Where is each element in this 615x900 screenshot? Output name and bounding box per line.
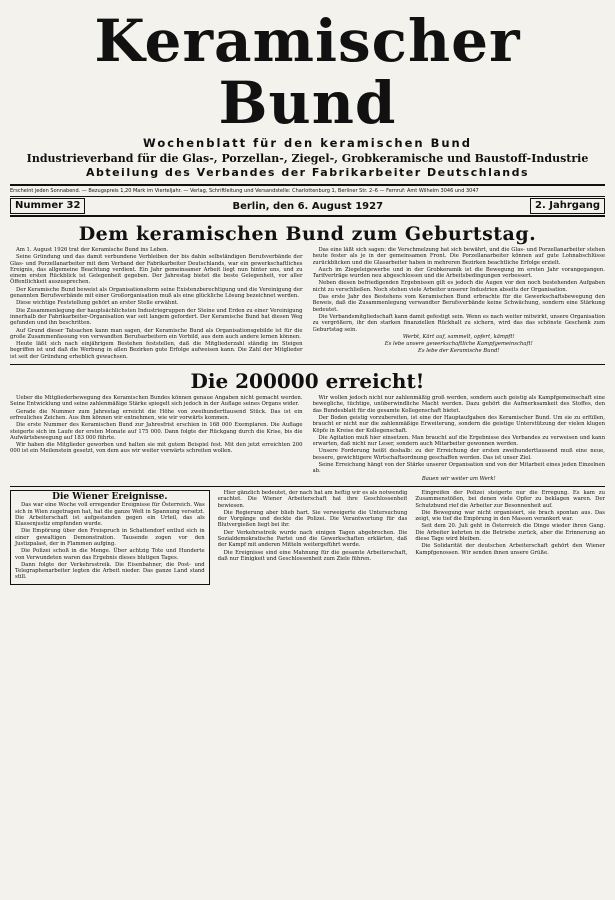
paragraph: Der Verkehrsstreik wurde nach einigen Tagen abgebrochen. Die Sozialdemokratische Partei und die Gewerkschaften erklärten, daß der Kampf mit anderen Mitteln weitergeführt werde. [217,529,408,549]
paragraph: Eingreifen der Polizei steigerte nur die Erregung. Es kam zu Zusammenstößen, bei denen viele Opfer zu beklagen waren. Der Schutzbund rief die Arbeiter zur Besonnenheit auf. [415,489,606,509]
masthead-title: Keramischer Bund [94,7,521,137]
paragraph: Der Keramische Bund beweist als Organisationsform seine Existenzberechtigung und die Vereinigung der genannten Berufsverbände mit einer Großorganisation muß als eine glückliche Lösung bezeichnet werden. [10,286,303,300]
paragraph: Wir wollen jedoch nicht nur zahlenmäßig groß werden, sondern auch geistig als Kampfgemeinschaft eine bewegliche, tüchtige, unüberwindliche Macht werden. Dazu gehört die Aufmerksamkeit des Stoffes, den das Bundesblatt für die gesamte Kollegenschaft bietet. [312,395,605,414]
paragraph: Hier gänzlich bedeutet, der nach hat am heftig wir es als notwendig erachtet. Die Wiener Arbeiterschaft hat ihre Geschlossenheit bewiesen. [217,489,408,509]
paragraph: Das eine läßt sich sagen: die Verschmelzung hat sich bewährt, und die Glas- und Porzellanarbeiter stehen heute fester als je in der gemeinsamen Front. Die Porzellanarbeiter können auf gute Lohnabschlüsse zurückblicken und die Glasarbeiter haben in mehreren Bezirken beachtliche Erfolge erzielt. [312,247,605,266]
slogan: Es lebe der Keramische Bund! [417,348,500,355]
paragraph: Die Regierung aber blieb hart. Sie verweigerte die Untersuchung der Vorgänge und deckte die Polizei. Die Verantwortung für das Blutvergießen liegt bei ihr. [217,509,408,529]
masthead-subtitle: Wochenblatt für den keramischen Bund [143,136,472,150]
paragraph: Heute läßt sich nach einjährigem Bestehen feststellen, daß die Mitgliederzahl ständig im Steigen begriffen ist und daß die Werbung in allen Bezirken gute Erfolge aufweisen kann. Die Zahl der Mitglieder ist seit der Gründung erheblich gewachsen. [10,341,303,360]
paragraph: Wir haben die Mitglieder geworben und halten sie mit gutem Beispiel fest. Mit den jetzt erreichten 200 000 ist ein Meilenstein gesetzt, von dem aus wir weiter vorwärts schreiten wollen. [10,442,303,455]
paragraph: Die Agitation muß hier einsetzen. Man braucht auf die Ergebnisse des Verbandes zu verweisen und kann erwarten, daß nicht nur Leser, sondern auch Mitarbeiter gewonnen werden. [312,434,605,448]
paragraph: Die Ereignisse sind eine Mahnung für die gesamte Arbeiterschaft, daß nur Einigkeit und Geschlossenheit zum Ziele führen. [217,549,408,562]
paragraph: Die Bewegung war nicht organisiert, sie brach spontan aus. Das zeigt, wie tief die Empörung in den Massen verankert war. [415,509,606,523]
paragraph: Diese wichtige Feststellung gehört an erster Stelle erwähnt. [16,300,179,307]
divider [10,364,605,365]
paragraph: Seit dem 20. Juli geht in Österreich die Dinge wieder ihren Gang. Die Arbeiter kehrten in die Betriebe zurück, aber die Erinnerung an diese Tage wird bleiben. [415,523,606,542]
article-column [218,490,408,585]
paragraph: Das erste Jahr des Bestehens vom Keramischen Bund erbrachte für die Gewerkschaftsbewegung den Beweis, daß die Zusammenlegung verwandter Berufsverbände keine Schwächung, sondern eine Stärkung bedeutet. [312,294,605,313]
paragraph: Das war eine Woche voll erregender Ereignisse für Österreich. Was sich in Wien zugetragen hat, hat die ganze Welt in Spannung versetzt. Die Arbeiterschaft ist aufgestanden gegen ein Urteil, das als Klassenjustiz empfunden wurde. [15,502,205,528]
article-headline: Dem keramischen Bund zum Geburtstag. [78,223,537,245]
article-column-right [313,247,606,361]
paragraph: Ueber die Mitgliederbewegung des Keramischen Bundes können genaue Angaben nicht gemacht werden. Seine Entwicklung und seine zahlenmäßige Stärke spiegelt sich jedoch in der Auflage seines Organs wider. [10,395,303,408]
publication-info: Erscheint jeden Sonnabend. — Bezugspreis 1,20 Mark im Vierteljahr. — Verlag, Schriftleitung und Versandstelle: Charlottenburg 1, Berliner Str. 2–6 — Fernruf: Amt Wilhelm 3046 und 3047 [10,184,605,196]
slogan: Werbt, Kärt auf, sammelt, opfert, kämpft! [402,333,515,340]
issue-volume: 2. Jahrgang [530,198,605,214]
issue-bar [10,196,605,217]
paragraph: Der Boden geistig vorzubereiten, ist eine der Hauptaufgaben des Keramischer Bund. Um sie zu erfüllen, braucht er nicht nur die zahlenmäßige Erweiterung, sondern die geistige Unterstützung der vielen klugen Köpfe in Kreise der Kollegenschaft. [312,414,605,434]
slogan: Bauen wir weiter am Werk! [421,475,496,482]
paragraph: Am 1. August 1926 trat der Keramische Bund ins Leben. [16,247,169,253]
paragraph: Die Polizei schoß in die Menge. Über achtzig Tote und Hunderte von Verwundeten waren das Ergebnis dieses blutigen Tages. [15,548,205,561]
paragraph: Auch im Ziegeleigewerbe und in der Grobkeramik ist die Bewegung im ersten Jahr vorangegangen. Tarifverträge wurden neu abgeschlossen und die Arbeitsbedingungen verbessert. [312,266,605,280]
issue-date: Berlin, den 6. August 1927 [232,200,384,212]
slogan: Es lebe unsere gewerkschaftliche Kampfgemeinschaft! [384,341,533,348]
issue-number: Nummer 32 [10,198,85,214]
paragraph: Die Verbandsmitgliedschaft kann damit gefestigt sein. Wenn es nach weiter mitwirkt, unsere Organisation zu vergrößern, ihr den starken finanziellen Rückhalt zu sichern, wird das das schönste Geschenk zum Geburtstag sein. [312,313,605,333]
paragraph: Neben diesen befriedigenden Ergebnissen gilt es jedoch die Augen vor den noch bestehenden Aufgaben nicht zu verschließen. Noch stehen viele Arbeiter unserer Industrien abseits der Organisation. [312,280,605,293]
divider [10,486,605,487]
article-body [10,247,605,361]
article-column-right [313,395,606,483]
paragraph: Die Empörung über den Freispruch in Schattendorf entlud sich in einer gewaltigen Demonstration. Tausende zogen vor den Justizpalast, der in Flammen aufging. [15,528,205,547]
masthead-department: Abteilung des Verbandes der Fabrikarbeiter Deutschlands [85,166,530,179]
article-column-left [10,395,303,483]
paragraph: Seine Erreichung hängt von der Stärke unserer Organisation und von der Mitarbeit eines jeden Einzelnen ab. [312,462,605,475]
paragraph: Unsere Forderung heißt deshalb: zu der Erreichung der ersten zweihunderttausend muß eine neue, bessere, gewichtigere Wirtschaftsordnung geschaffen werden. Das ist unser Ziel. [312,448,605,461]
article-body [10,490,605,585]
article-column-left [10,247,303,361]
paragraph: Seine Gründung und das damit verbundene Verbleiben der bis dahin selbständigen Berufsverbände der Glas- und Porzellanarbeiter mit dem Verband der Fabrikarbeiter Deutschlands, war ein gewerkschaftliches Ereignis, das allgemeine Beachtung verdient. Ein Jahr gemeinsamer Arbeit liegt nun hinter uns, und zu einem ersten Rückblick ist Gelegenheit gegeben. Der Jahrestag bietet die beste Gelegenheit, vor aller Öffentlichkeit auszusprechen. [10,254,303,286]
paragraph: Die Zusammenlegung der hauptsächlichsten Industriegruppen der Steine und Erden zu einer Vereinigung innerhalb der Fabrikarbeiter-Organisation war seit langem gefordert. Der Keramische Bund hat diesen Weg gefunden und ihn beschritten. [10,307,303,327]
paragraph: Gerade die Nummer zum Jahrestag erreicht die Höhe von zweihunderttausend Stück. Das ist ein erfreuliches Zeichen. Aus ihm können wir entnehmen, wie wir vorwärts kommen. [10,408,303,421]
masthead-industries: Industrieverband für die Glas-, Porzellan-, Ziegel-, Grobkeramische und Baustoff-Industrie [26,152,589,165]
article-column [10,490,210,585]
article-headline: Die 200000 erreicht! [190,369,425,394]
paragraph: Die Solidarität der deutschen Arbeiterschaft gehört den Wiener Kampfgenossen. Wir senden ihnen unsere Grüße. [415,543,606,556]
paragraph: Die erste Nummer des Keramischen Bund zur Jahresfrist erschien in 168 000 Exemplaren. Die Auflage steigerte sich im Laufe der ersten Monate auf 175 000. Dann folgte der Rückgang durch die Krise, bis die Aufwärtsbewegung auf 183 000 führte. [10,422,303,441]
article-column [415,490,605,585]
paragraph: Auf Grund dieser Tatsachen kann man sagen, der Keramische Bund als Organisationsgebilde ist für die große Zusammenfassung von verwandten Berufsarbeitern ein Vorbild, aus dem auch andere lernen können. [10,327,303,340]
article-body [10,395,605,483]
article-headline: Die Wiener Ereignisse. [52,491,168,502]
paragraph: Dann folgte der Verkehrsstreik. Die Eisenbahner, die Post- und Telegraphenarbeiter legten die Arbeit nieder. Das ganze Land stand still. [15,561,205,581]
